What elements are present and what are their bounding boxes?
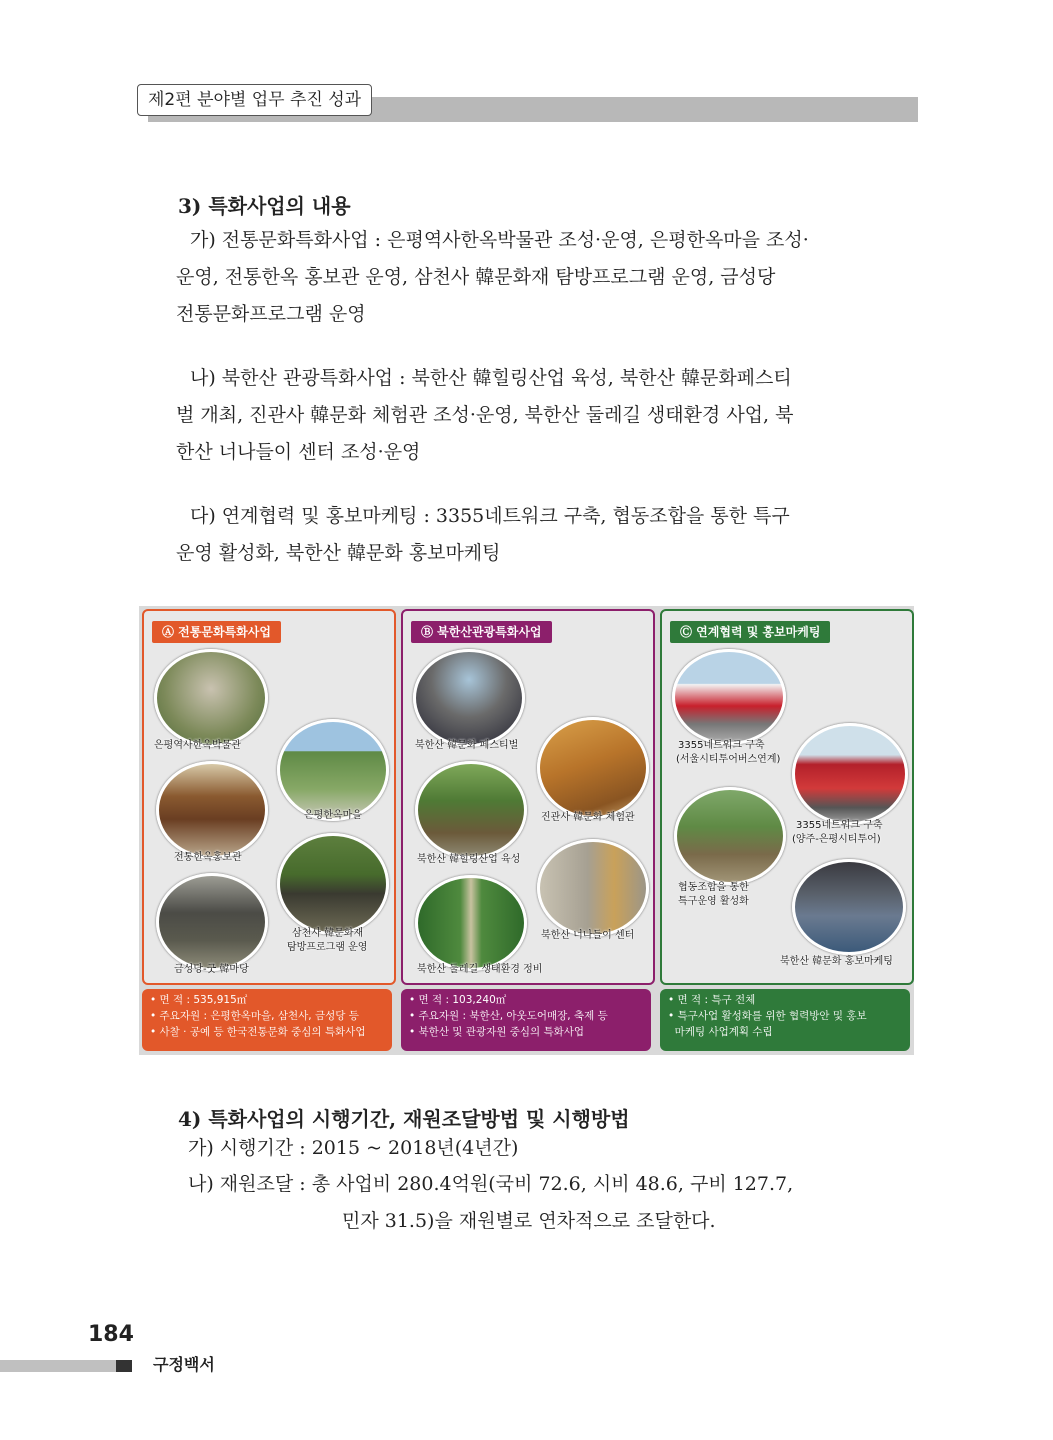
paragraph-period: [188, 1130, 925, 1167]
caption-samcheonsa-2: 탐방프로그램 운영: [287, 942, 368, 953]
caption-samcheonsa-1: 삼천사 韓문화재: [292, 928, 364, 939]
info-box-c: [660, 989, 910, 1051]
photo-experience-hall: [537, 717, 649, 819]
photo-healing: [415, 761, 527, 859]
section3-title: 3) 특화사업의 내용: [178, 194, 351, 218]
photo-hanok-village: [277, 719, 389, 821]
paragraph-line: 한산 너나들이 센터 조성·운영: [176, 441, 421, 463]
info-a-area: • 면 적 : 535,915㎡: [150, 994, 248, 1006]
photo-cooperative: [674, 787, 786, 885]
caption-network-2: 3355네트워크 구축: [796, 820, 883, 831]
photo-geumseongdang: [156, 873, 268, 971]
info-a-resources: • 주요자원 : 은평한옥마을, 삼천사, 금성당 등: [150, 1010, 359, 1022]
info-b-area: • 면 적 : 103,240㎡: [409, 994, 507, 1006]
paragraph-line: 전통문화프로그램 운영: [176, 303, 366, 325]
caption-dulle-trail: 북한산 둘레길 생태환경 정비: [417, 964, 543, 975]
caption-cooperative-1: 협동조합을 통한: [678, 882, 749, 893]
caption-network-2-sub: (양주-은평시티투어): [792, 834, 881, 845]
panel-traditional-culture: [142, 609, 396, 985]
section4-title: 4) 특화사업의 시행기간, 재원조달방법 및 시행방법: [178, 1107, 630, 1131]
paragraph-ga: [176, 222, 913, 333]
caption-healing: 북한산 韓힐링산업 육성: [417, 854, 521, 865]
photo-festival: [413, 649, 525, 747]
photo-yangju-bus: [792, 723, 908, 825]
caption-visitor-center: 북한산 너나들이 센터: [541, 930, 635, 941]
info-c-area: • 면 적 : 특구 전체: [668, 994, 756, 1006]
paragraph-na: [176, 360, 913, 471]
project-figure: [139, 606, 914, 1055]
photo-hanok-promo: [156, 761, 268, 859]
photo-dulle-trail: [415, 875, 527, 971]
footer-square: [116, 1360, 132, 1372]
photo-visitor-center: [537, 839, 649, 937]
caption-history-museum: 은평역사한옥박물관: [154, 740, 241, 751]
caption-hanok-village: 은평한옥마을: [304, 810, 362, 821]
photo-history-museum: [154, 649, 268, 747]
paragraph-line: 운영 활성화, 북한산 韓문화 홍보마케팅: [176, 542, 501, 564]
caption-experience-hall: 진관사 韓문화 체험관: [541, 812, 635, 823]
caption-geumseongdang: 금성당-굿 韓마당: [174, 964, 249, 975]
paragraph-funding: [188, 1166, 913, 1240]
paragraph-line: 다) 연계협력 및 홍보마케팅 : 3355네트워크 구축, 협동조합을 통한 특구: [190, 505, 790, 527]
info-c-plan: • 특구사업 활성화를 위한 협력방안 및 홍보: [668, 1010, 867, 1022]
caption-cooperative-2: 특구운영 활성화: [678, 896, 749, 907]
paragraph-da: [176, 498, 913, 572]
panel-c-label: Ⓒ 연계협력 및 홍보마케팅: [670, 621, 830, 643]
paragraph-line: 운영, 전통한옥 홍보관 운영, 삼천사 韓문화재 탐방프로그램 운영, 금성당: [176, 266, 776, 288]
caption-network-1-sub: (서울시티투어버스연계): [676, 754, 781, 765]
chapter-tab: 제2편 분야별 업무 추진 성과: [137, 84, 372, 116]
panel-bukhansan-tourism: [401, 609, 655, 985]
info-b-focus: • 북한산 및 관광자원 중심의 특화사업: [409, 1026, 585, 1038]
info-box-a: [142, 989, 392, 1051]
footer-bar: [0, 1360, 116, 1372]
info-b-resources: • 주요자원 : 북한산, 아웃도어매장, 축제 등: [409, 1010, 608, 1022]
caption-festival: 북한산 韓문화 페스티벌: [415, 740, 519, 751]
info-box-b: [401, 989, 651, 1051]
caption-marketing: 북한산 韓문화 홍보마케팅: [780, 956, 893, 967]
photo-samcheonsa: [277, 833, 389, 935]
caption-hanok-promo: 전통한옥홍보관: [174, 852, 242, 863]
panel-cooperation-marketing: [660, 609, 914, 985]
panel-a-label: Ⓐ 전통문화특화사업: [152, 621, 281, 643]
paragraph-line: 나) 재원조달 : 총 사업비 280.4억원(국비 72.6, 시비 48.6, 구비 127.7,: [188, 1173, 794, 1195]
info-c-plan-cont: 마케팅 사업계획 수립: [668, 1026, 773, 1038]
paragraph-line: 나) 북한산 관광특화사업 : 북한산 韓힐링산업 육성, 북한산 韓문화페스티: [190, 367, 792, 389]
paragraph-line: 가) 시행기간 : 2015 ~ 2018년(4년간): [188, 1137, 519, 1159]
paragraph-line: 가) 전통문화특화사업 : 은평역사한옥박물관 조성·운영, 은평한옥마을 조성·: [190, 229, 809, 251]
photo-city-tour-bus: [672, 649, 786, 745]
caption-network-1: 3355네트워크 구축: [678, 740, 765, 751]
paragraph-line: 벌 개최, 진관사 韓문화 체험관 조성·운영, 북한산 둘레길 생태환경 사업, 북: [176, 404, 794, 426]
photo-marketing-group: [792, 859, 906, 955]
panel-b-label: Ⓑ 북한산관광특화사업: [411, 621, 552, 643]
page-number: 184: [88, 1322, 134, 1347]
info-a-focus: • 사찰 · 공예 등 한국전통문화 중심의 특화사업: [150, 1026, 366, 1038]
paragraph-line: 민자 31.5)을 재원별로 연차적으로 조달한다.: [342, 1210, 716, 1232]
book-title: 구정백서: [153, 1355, 215, 1374]
